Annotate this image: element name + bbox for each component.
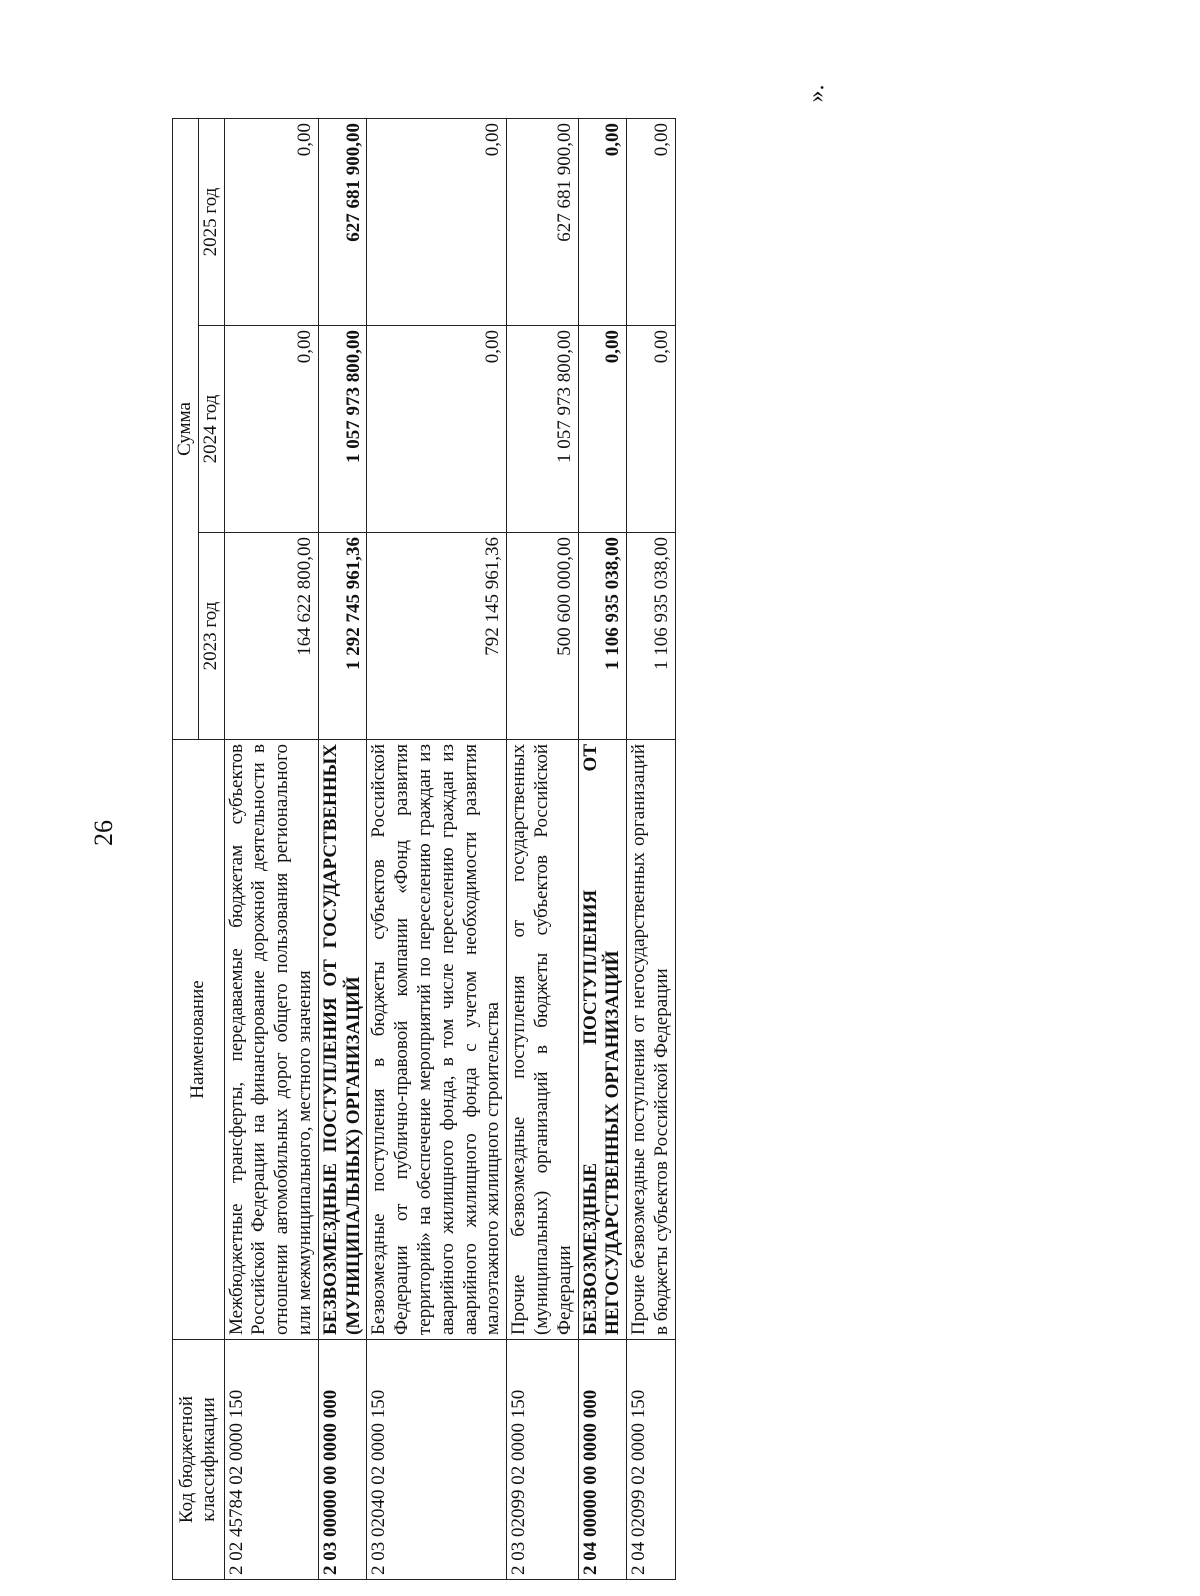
name-cell: Межбюджетные трансферты, передаваемые бюджетам субъектов Российской Федерации на финансирование дорожной деятельности в отношении автомобильных дорог общего пользования регионального или межмуниципального, местного значения bbox=[224, 740, 318, 1340]
value-2023: 1 106 935 038,00 bbox=[578, 533, 627, 740]
value-2025: 0,00 bbox=[367, 119, 507, 326]
name-cell: БЕЗВОЗМЕЗДНЫЕ ПОСТУПЛЕНИЯ ОТ НЕГОСУДАРСТВЕННЫХ ОРГАНИЗАЦИЙ bbox=[578, 740, 627, 1340]
value-2023: 1 292 745 961,36 bbox=[318, 533, 367, 740]
code-cell: 2 02 45784 02 0000 150 bbox=[224, 1340, 318, 1580]
header-code: Код бюджетной классификации bbox=[173, 1340, 225, 1580]
table-header bbox=[173, 119, 225, 1580]
value-2025: 0,00 bbox=[224, 119, 318, 326]
table-row bbox=[367, 119, 507, 1580]
name-cell: Безвозмездные поступления в бюджеты субъектов Российской Федерации от публично-правовой компании «Фонд развития территорий» на обеспечение мероприятий по переселению граждан из аварийного жилищного фонда, в том числе переселению граждан из аварийного жилищного фонда с учетом необходимости развития малоэтажного жилищного строительства bbox=[367, 740, 507, 1340]
code-cell: 2 03 00000 00 0000 000 bbox=[318, 1340, 367, 1580]
code-cell: 2 03 02040 02 0000 150 bbox=[367, 1340, 507, 1580]
value-2023: 1 106 935 038,00 bbox=[627, 533, 676, 740]
code-cell: 2 04 00000 00 0000 000 bbox=[578, 1340, 627, 1580]
header-year-2024: 2024 год bbox=[198, 326, 224, 533]
value-2024: 1 057 973 800,00 bbox=[507, 326, 578, 533]
code-cell: 2 04 02099 02 0000 150 bbox=[627, 1340, 676, 1580]
table-row bbox=[578, 119, 627, 1580]
value-2024: 0,00 bbox=[627, 326, 676, 533]
header-year-2025: 2025 год bbox=[198, 119, 224, 326]
value-2024: 0,00 bbox=[578, 326, 627, 533]
table-row bbox=[507, 119, 578, 1580]
value-2023: 164 622 800,00 bbox=[224, 533, 318, 740]
header-year-2023: 2023 год bbox=[198, 533, 224, 740]
value-2025: 0,00 bbox=[578, 119, 627, 326]
value-2025: 0,00 bbox=[627, 119, 676, 326]
value-2024: 0,00 bbox=[367, 326, 507, 533]
header-sum: Сумма bbox=[173, 119, 199, 740]
table-body bbox=[224, 119, 675, 1580]
value-2024: 0,00 bbox=[224, 326, 318, 533]
value-2024: 1 057 973 800,00 bbox=[318, 326, 367, 533]
closing-quote-mark: ». bbox=[803, 84, 830, 103]
name-cell: Прочие безвозмездные поступления от негосударственных организаций в бюджеты субъектов Российской Федерации bbox=[627, 740, 676, 1340]
table-row bbox=[627, 119, 676, 1580]
name-cell: Прочие безвозмездные поступления от государственных (муниципальных) организаций в бюджеты субъектов Российской Федерации bbox=[507, 740, 578, 1340]
page-number: 26 bbox=[89, 820, 118, 846]
value-2025: 627 681 900,00 bbox=[507, 119, 578, 326]
value-2025: 627 681 900,00 bbox=[318, 119, 367, 326]
table-row bbox=[318, 119, 367, 1580]
name-cell: БЕЗВОЗМЕЗДНЫЕ ПОСТУПЛЕНИЯ ОТ ГОСУДАРСТВЕННЫХ (МУНИЦИПАЛЬНЫХ) ОРГАНИЗАЦИЙ bbox=[318, 740, 367, 1340]
budget-table bbox=[172, 118, 676, 1580]
budget-table-rotated bbox=[172, 118, 832, 1580]
table-row bbox=[224, 119, 318, 1580]
value-2023: 792 145 961,36 bbox=[367, 533, 507, 740]
code-cell: 2 03 02099 02 0000 150 bbox=[507, 1340, 578, 1580]
value-2023: 500 600 000,00 bbox=[507, 533, 578, 740]
header-name: Наименование bbox=[173, 740, 225, 1340]
